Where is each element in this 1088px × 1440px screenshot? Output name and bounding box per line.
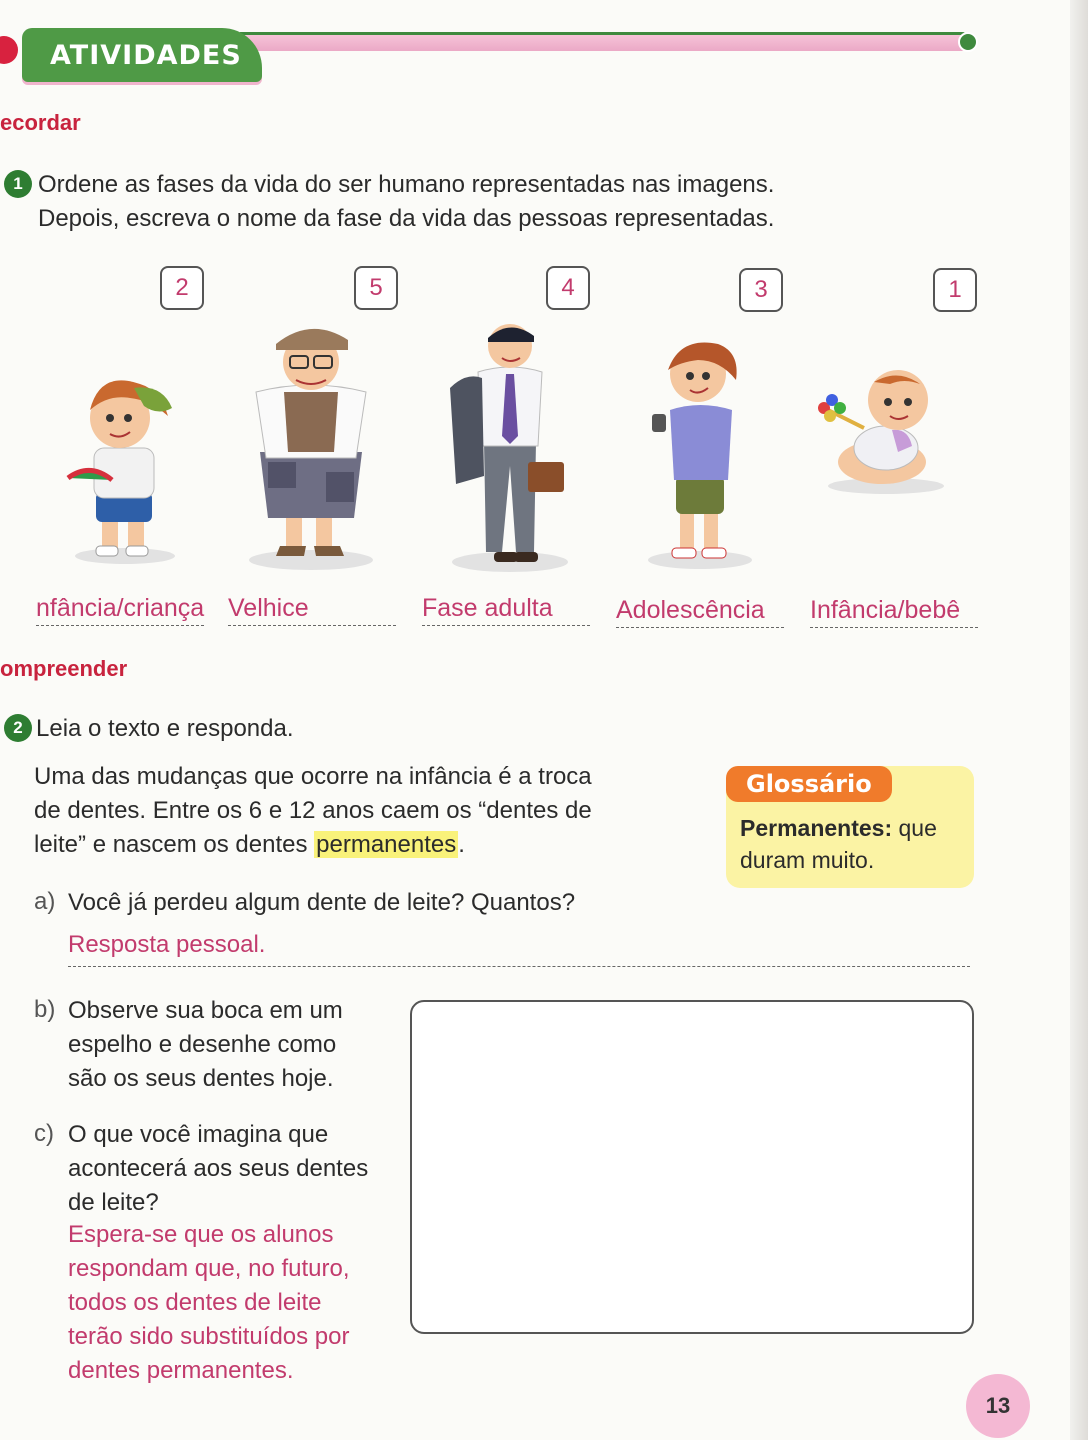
item-c-answer-3: todos os dentes de leite: [68, 1289, 322, 1316]
item-c-line1: O que você imagina que: [68, 1121, 329, 1148]
drawing-box[interactable]: [410, 1000, 974, 1334]
order-box-2[interactable]: 5: [354, 266, 398, 310]
order-box-5[interactable]: 1: [933, 268, 977, 312]
item-c-line3: de leite?: [68, 1189, 159, 1216]
item-a-letter: a): [34, 888, 56, 915]
banner-dot-icon: [958, 32, 978, 52]
passage-line3-end: .: [458, 831, 465, 858]
passage-line3: [34, 828, 465, 862]
passage-line1: Uma das mudanças que ocorre na infância é a troca: [34, 763, 592, 790]
question-1-line1: Ordene as fases da vida do ser humano representadas nas imagens.: [38, 171, 775, 198]
answer-phase-3[interactable]: Fase adulta: [422, 594, 590, 626]
section-recordar: ecordar: [0, 110, 81, 135]
item-b-line2: espelho e desenhe como: [68, 1031, 337, 1058]
answer-phase-2[interactable]: Velhice: [228, 594, 396, 626]
item-b-line3: são os seus dentes hoje.: [68, 1065, 334, 1092]
elderly-man-icon: [236, 312, 386, 574]
question-2-number: 2: [4, 714, 32, 742]
baby-icon: [812, 366, 948, 496]
answer-phase-1[interactable]: nfância/criança: [36, 594, 204, 626]
section-compreender: ompreender: [0, 656, 128, 681]
header-tab: [22, 28, 262, 82]
order-box-4[interactable]: 3: [739, 268, 783, 312]
question-2-prompt: Leia o texto e responda.: [36, 715, 294, 742]
question-1-line2: Depois, escreva o nome da fase da vida das pessoas representadas.: [38, 205, 775, 232]
glossary-title: Glossário: [726, 766, 892, 802]
item-c-answer-2: respondam que, no futuro,: [68, 1255, 350, 1282]
answer-phase-4[interactable]: Adolescência: [616, 596, 784, 628]
item-c-answer-5: dentes permanentes.: [68, 1357, 294, 1384]
page-number: 13: [966, 1374, 1030, 1438]
boy-with-cap-icon: [60, 360, 190, 570]
item-a-question: Você já perdeu algum dente de leite? Quantos?: [68, 889, 576, 916]
page-edge: [1070, 0, 1088, 1440]
header-banner-stripe: [240, 32, 970, 51]
item-b-line1: Observe sua boca em um: [68, 997, 343, 1024]
question-1-number: 1: [4, 170, 32, 198]
header-title: ATIVIDADES: [50, 40, 242, 71]
item-c-answer-4: terão sido substituídos por: [68, 1323, 350, 1350]
teenager-icon: [640, 330, 760, 572]
answer-phase-5[interactable]: Infância/bebê: [810, 596, 978, 628]
order-box-3[interactable]: 4: [546, 266, 590, 310]
item-c-letter: c): [34, 1120, 54, 1147]
glossary-term: Permanentes:: [740, 815, 893, 841]
highlighted-term: permanentes: [316, 831, 457, 858]
item-a-answer[interactable]: Resposta pessoal.: [68, 928, 970, 967]
order-box-1[interactable]: 2: [160, 266, 204, 310]
glossary-box: [726, 766, 974, 888]
glossary-def-a: que: [892, 815, 937, 841]
red-bullet-icon: [0, 36, 18, 64]
glossary-definition: [740, 812, 970, 876]
passage-line2: de dentes. Entre os 6 e 12 anos caem os “dentes de: [34, 797, 592, 824]
item-b-letter: b): [34, 996, 56, 1023]
item-c-answer-1: Espera-se que os alunos: [68, 1221, 334, 1248]
item-c-line2: acontecerá aos seus dentes: [68, 1155, 369, 1182]
businessman-icon: [444, 316, 574, 574]
glossary-def-b: duram muito.: [740, 847, 875, 873]
passage-line3-start: leite” e nascem os dentes: [34, 831, 315, 858]
